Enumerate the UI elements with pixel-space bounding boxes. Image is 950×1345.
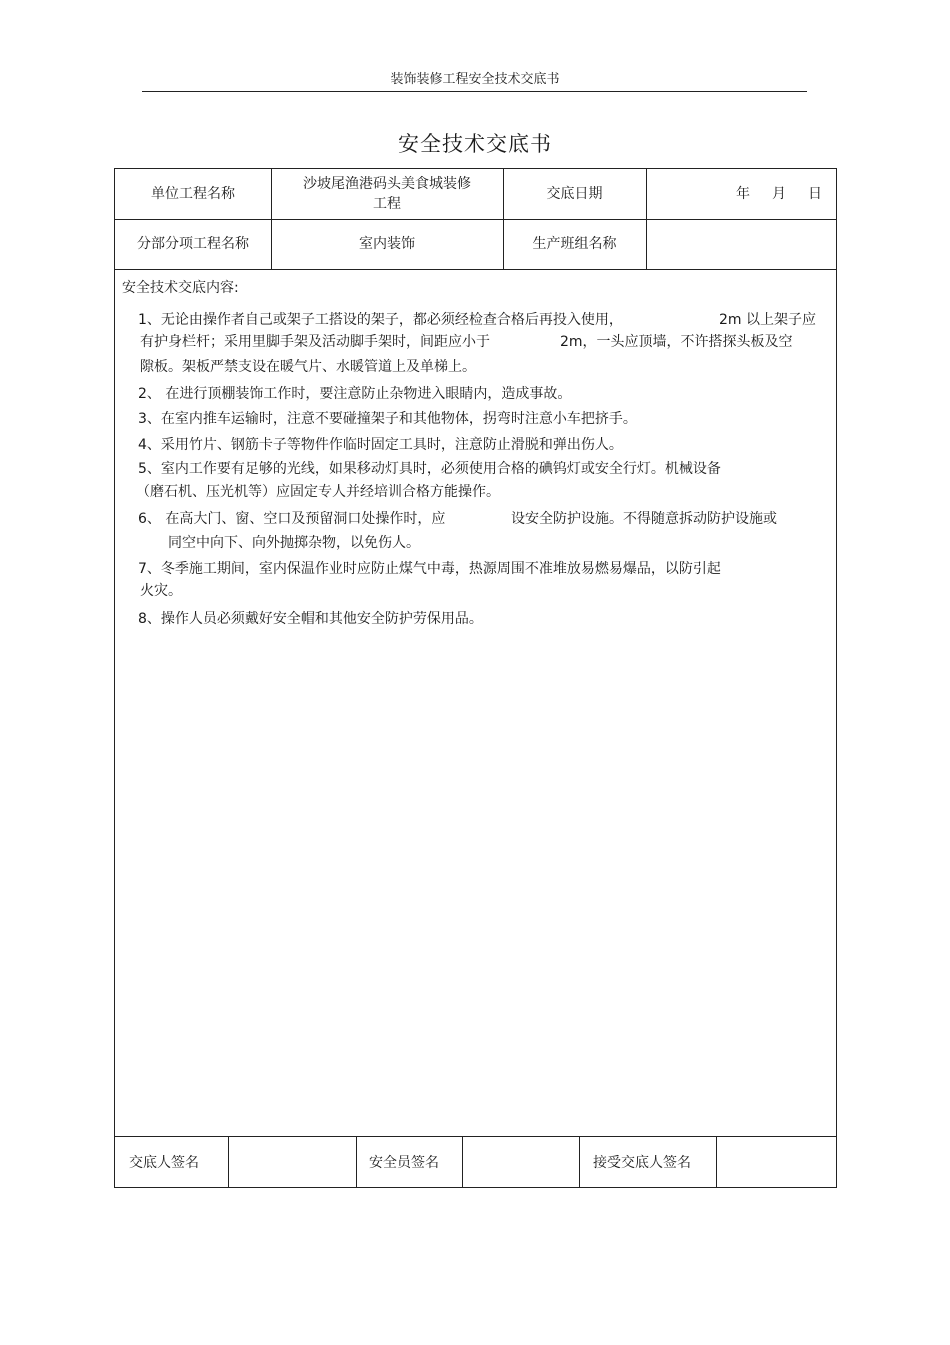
content-line: 3、在室内推车运输时，注意不要碰撞架子和其他物体，拐弯时注意小车把挤手。 [138, 411, 637, 427]
unit-project-value [271, 169, 503, 219]
content-line: 8、操作人员必须戴好安全帽和其他安全防护劳保用品。 [138, 611, 483, 627]
signature-divider [115, 1136, 836, 1137]
content-line: 2、 在进行顶棚装饰工作时，要注意防止杂物进入眼睛内，造成事故。 [138, 386, 572, 402]
sub-project-label: 分部分项工程名称 [137, 236, 249, 252]
content-line: （磨石机、压光机等）应固定专人并经培训合格方能操作。 [136, 484, 500, 500]
date-label: 交底日期 [546, 186, 603, 202]
document-title: 安全技术交底书 [398, 132, 552, 156]
disclosure-form [114, 168, 837, 1188]
sig-col-divider-1 [228, 1136, 229, 1187]
date-month: 月 [772, 186, 786, 202]
safety-officer-signature-label: 安全员签名 [369, 1155, 439, 1171]
row-divider-2 [115, 269, 836, 270]
content-line: 隙板。架板严禁支设在暖气片、水暖管道上及单梯上。 [140, 359, 476, 375]
sig-col-divider-5 [716, 1136, 717, 1187]
content-line: 2m 以上架子应 [719, 312, 816, 328]
content-line: 6、 在高大门、窗、空口及预留洞口处操作时，应 [138, 511, 446, 527]
header-rule [142, 91, 807, 92]
content-line: 设安全防护设施。不得随意拆动防护设施或 [511, 511, 777, 527]
date-day: 日 [808, 186, 822, 202]
page-header: 装饰装修工程安全技术交底书 [390, 72, 560, 87]
team-value [646, 219, 836, 269]
date-value [646, 169, 836, 219]
sig-col-divider-2 [356, 1136, 357, 1187]
content-line: 有护身栏杆；采用里脚手架及活动脚手架时，间距应小于 [140, 334, 490, 350]
sub-project-value: 室内装饰 [359, 236, 415, 252]
unit-project-value-line1: 沙坡尾渔港码头美食城装修 [303, 176, 471, 192]
content-line: 5、室内工作要有足够的光线，如果移动灯具时，必须使用合格的碘钨灯或安全行灯。机械设备 [138, 461, 721, 477]
content-label: 安全技术交底内容: [122, 280, 239, 296]
sig-col-divider-3 [462, 1136, 463, 1187]
content-line: 1、无论由操作者自己或架子工搭设的架子，都必须经检查合格后再投入使用， [138, 312, 623, 328]
content-line: 同空中向下、向外抛掷杂物，以免伤人。 [168, 535, 420, 551]
unit-project-label: 单位工程名称 [151, 186, 235, 202]
sig-col-divider-4 [579, 1136, 580, 1187]
content-line: 2m，一头应顶墙，不许搭探头板及空 [560, 334, 793, 350]
content-line: 火灾。 [140, 583, 182, 599]
unit-project-value-line2: 工程 [373, 196, 401, 212]
receiver-signature-label: 接受交底人签名 [593, 1155, 691, 1171]
content-line: 4、采用竹片、钢筋卡子等物件作临时固定工具时，注意防止滑脱和弹出伤人。 [138, 437, 623, 453]
presenter-signature-label: 交底人签名 [129, 1155, 199, 1171]
content-line: 7、冬季施工期间，室内保温作业时应防止煤气中毒，热源周围不准堆放易燃易爆品，以防引起 [138, 561, 721, 577]
date-year: 年 [736, 186, 750, 202]
team-label: 生产班组名称 [532, 236, 617, 252]
